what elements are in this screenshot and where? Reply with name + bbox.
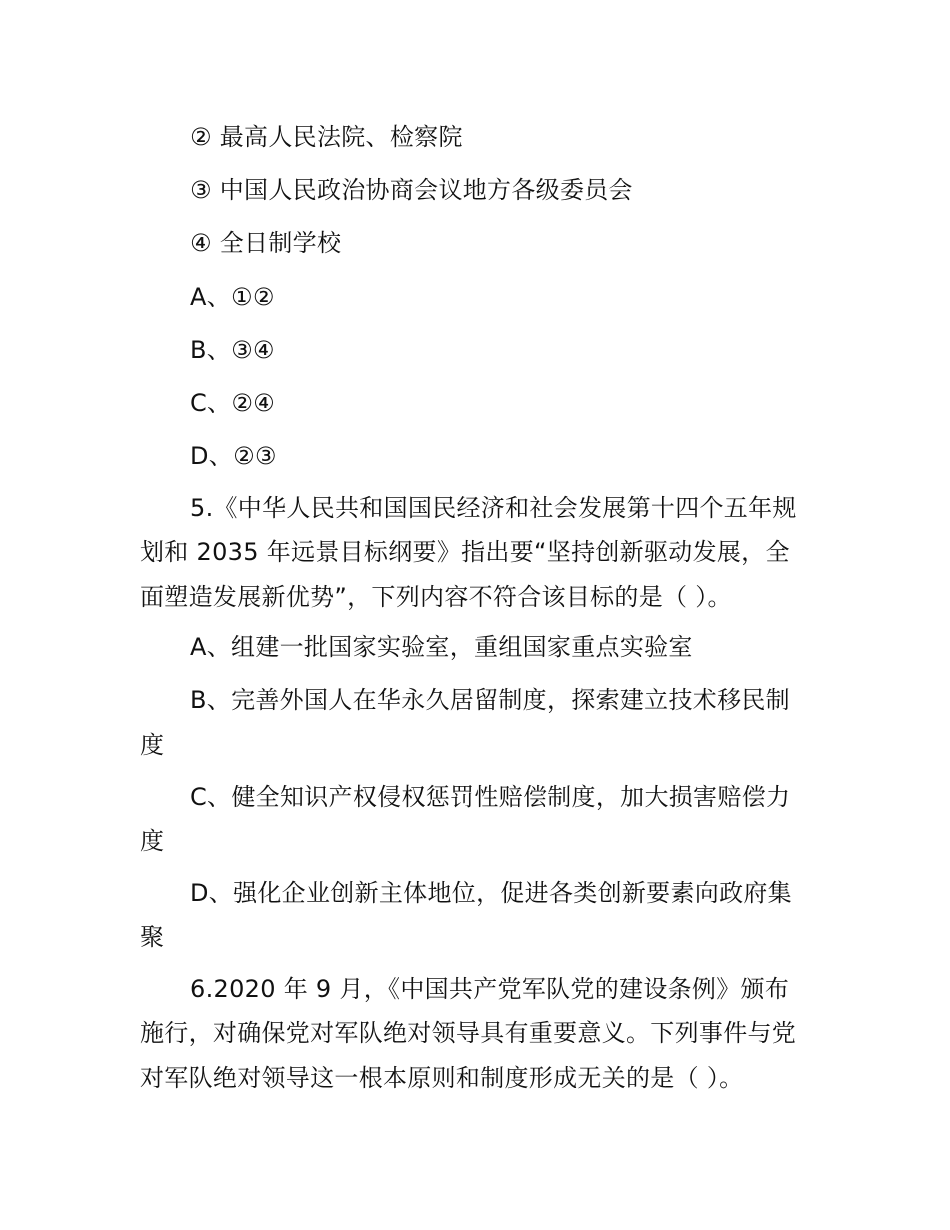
- q5-choice-a: A、组建一批国家实验室，重组国家重点实验室: [190, 633, 693, 661]
- q5-choice-d-line-1: D、强化企业创新主体地位，促进各类创新要素向政府集: [190, 879, 792, 907]
- prev-choice-d: D、②③: [190, 442, 277, 470]
- q5-choice-b-line-1: B、完善外国人在华永久居留制度，探索建立技术移民制: [190, 686, 790, 714]
- prev-choice-b: B、③④: [190, 336, 275, 364]
- q5-stem-line-2: 划和 2035 年远景目标纲要》指出要“坚持创新驱动发展，全: [140, 538, 790, 566]
- prev-option-3: ③ 中国人民政治协商会议地方各级委员会: [190, 176, 633, 204]
- prev-choice-c: C、②④: [190, 389, 275, 417]
- q6-stem-line-2: 施行，对确保党对军队绝对领导具有重要意义。下列事件与党: [140, 1019, 797, 1047]
- q5-choice-d-line-2: 聚: [140, 923, 165, 951]
- prev-option-4: ④ 全日制学校: [190, 229, 342, 257]
- prev-choice-a: A、①②: [190, 283, 275, 311]
- q6-stem-line-1: 6.2020 年 9 月，《中国共产党军队党的建设条例》颁布: [190, 975, 790, 1003]
- q6-stem-line-3: 对军队绝对领导这一根本原则和制度形成无关的是（ ）。: [140, 1064, 744, 1092]
- q5-choice-c-line-2: 度: [140, 827, 165, 855]
- q5-stem-line-3: 面塑造发展新优势”，下列内容不符合该目标的是（ ）。: [140, 583, 732, 611]
- q5-choice-c-line-1: C、健全知识产权侵权惩罚性赔偿制度，加大损害赔偿力: [190, 783, 791, 811]
- q5-choice-b-line-2: 度: [140, 731, 165, 759]
- q5-stem-line-1: 5.《中华人民共和国国民经济和社会发展第十四个五年规: [190, 494, 797, 522]
- prev-option-2: ② 最高人民法院、检察院: [190, 123, 463, 151]
